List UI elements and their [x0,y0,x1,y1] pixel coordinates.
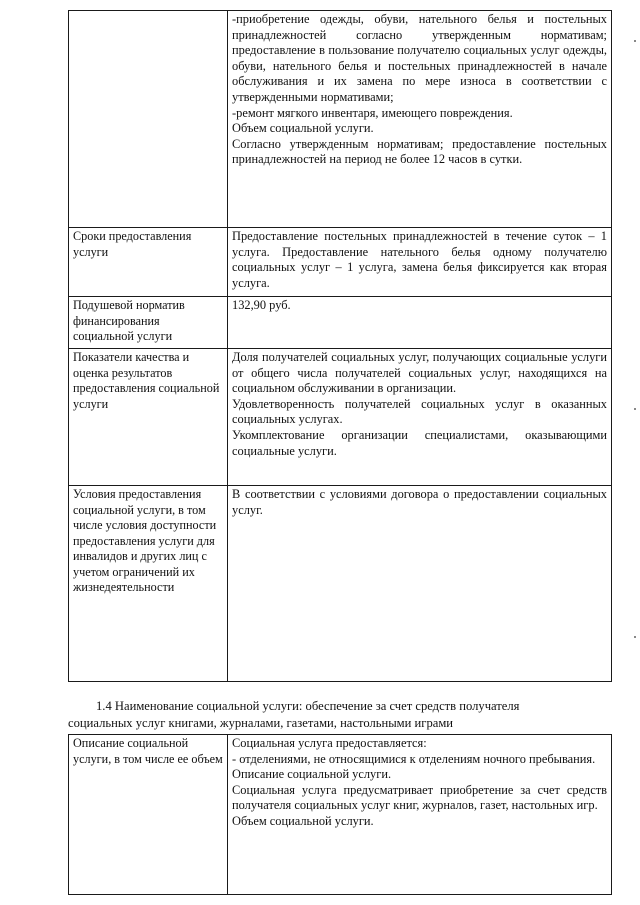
scan-speck [634,408,636,410]
row-label: Показатели качества и оценка результатов предоставления социальной услуги [69,349,228,486]
paragraph: Укомплектование организации специалистами, оказывающими социальные услуги. [232,427,607,458]
paragraph: Объем социальной услуги. [232,121,374,136]
row-label: Описание социальной услуги, в том числе ее объем [69,735,228,895]
paragraph: Социальная услуга предусматривает приобретение за счет средств получателя социальных услуг книг, журналов, газет, настольных игр. [232,782,607,813]
paragraph: Доля получателей социальных услуг, получающих социальные услуги от общего числа получателей социальных услуг, находящихся на социальном обслуживании в организации. [232,350,607,396]
scan-speck [634,636,636,638]
service-table [68,10,612,682]
paragraph: Удовлетворенность получателей социальных услуг в оказанных социальных услугах. [232,396,607,427]
row-content [228,228,612,297]
paragraph: -ремонт мягкого инвентаря, имеющего повреждения. [232,105,513,120]
row-label: Подушевой норматив финансирования социальной услуги [69,297,228,349]
paragraph: 132,90 руб. [232,298,291,312]
paragraph: В соответствии с условиями договора о предоставлении социальных услуг. [232,487,607,517]
row-label [69,11,228,228]
paragraph: -приобретение одежды, обуви, нательного белья и постельных принадлежностей согласно утвержденным нормативам; предоставление в пользование получателю социальных услуг одежды, обуви, нательного белья и постельных принадлежностей в начале обслуживания и их замена по мере износа в соответствии с утвержденными нормативами; [232,12,607,104]
table-row [69,228,612,297]
row-label: Условия предоставления социальной услуги, в том числе условия доступности предоставления услуги для инвалидов и других лиц с учетом ограничений их жизнедеятельности [69,486,228,682]
service-table [68,734,612,895]
section-heading-line: 1.4 Наименование социальной услуги: обеспечение за счет средств получателя [96,699,520,713]
paragraph: Согласно утвержденным нормативам; предоставление постельных принадлежностей на период не более 12 часов в сутки. [232,136,607,167]
paragraph: - отделениями, не относящимися к отделениям ночного пребывания. [232,751,596,766]
row-content [228,349,612,486]
paragraph: Социальная услуга предоставляется: [232,736,427,750]
row-content [228,735,612,895]
row-label: Сроки предоставления услуги [69,228,228,297]
paragraph: Предоставление постельных принадлежностей в течение суток – 1 услуга. Предоставление нательного белья одному получателю социальных услуг – 1 услуга, замена белья фиксируется как вторая услуга. [232,229,607,290]
row-content [228,486,612,682]
table-row [69,486,612,682]
table-row [69,297,612,349]
section-heading [68,698,616,732]
section-heading-line: социальных услуг книгами, журналами, газетами, настольными играми [68,716,454,730]
paragraph: Описание социальной услуги. [232,767,392,782]
scan-speck [634,40,636,42]
table-row [69,11,612,228]
table-row [69,349,612,486]
row-content [228,297,612,349]
row-content [228,11,612,228]
table-row [69,735,612,895]
paragraph: Объем социальной услуги. [232,813,374,828]
